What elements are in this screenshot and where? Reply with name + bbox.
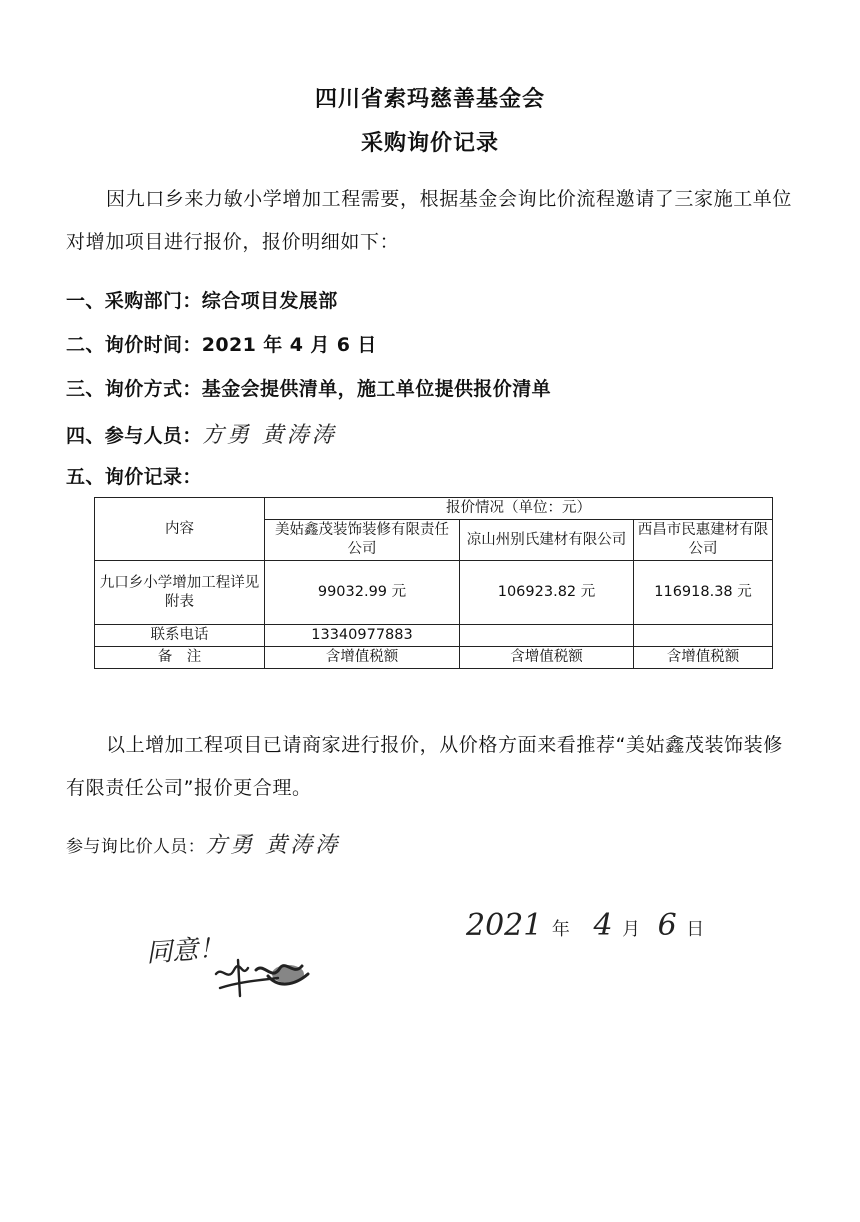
phone-value <box>460 625 634 647</box>
quote-value: 106923.82 元 <box>460 561 634 625</box>
remark-value: 含增值税额 <box>460 647 634 669</box>
date-day: 6 <box>657 908 677 943</box>
date-month-unit: 月 <box>622 919 641 940</box>
item-inquiry-method: 三、询价方式：基金会提供清单，施工单位提供报价清单 <box>66 378 552 400</box>
participants-signature: 方勇 黄涛涛 <box>205 833 341 858</box>
phone-value: 13340977883 <box>265 625 460 647</box>
document-subtitle: 采购询价记录 <box>360 131 499 156</box>
vendor-name: 西昌市民惠建材有限公司 <box>634 520 773 561</box>
approval-note: 同意！ <box>145 933 226 969</box>
participants-line <box>66 828 340 859</box>
participants-signature: 方勇 黄涛涛 <box>201 423 337 448</box>
project-label: 九口乡小学增加工程详见附表 <box>95 561 265 625</box>
content-header: 内容 <box>95 498 265 561</box>
quote-value: 116918.38 元 <box>634 561 773 625</box>
item-inquiry-record: 五、询价记录： <box>66 466 202 488</box>
participants-label: 四、参与人员： <box>66 425 202 447</box>
approver-signature-icon <box>208 952 318 1004</box>
table-header-row <box>95 498 773 520</box>
item-procurement-department: 一、采购部门：综合项目发展部 <box>66 290 338 312</box>
phone-label: 联系电话 <box>95 625 265 647</box>
conclusion-paragraph: 以上增加工程项目已请商家进行报价，从价格方面来看推荐“美姑鑫茂装饰装修有限责任公司”报价更合理。 <box>66 734 783 799</box>
participants-label: 参与询比价人员： <box>66 837 206 857</box>
date-day-unit: 日 <box>686 919 705 940</box>
item-participants <box>66 418 337 449</box>
table-row <box>95 647 773 669</box>
handwritten-date <box>466 908 704 943</box>
table-row <box>95 561 773 625</box>
remark-label: 备 注 <box>95 647 265 669</box>
phone-value <box>634 625 773 647</box>
date-year: 2021 <box>466 908 543 943</box>
quote-group-header: 报价情况（单位：元） <box>265 498 773 520</box>
intro-paragraph: 因九口乡来力敏小学增加工程需要，根据基金会询比价流程邀请了三家施工单位对增加项目进行报价，报价明细如下： <box>66 188 793 253</box>
table-row <box>95 625 773 647</box>
vendor-name: 凉山州别氏建材有限公司 <box>460 520 634 561</box>
item-inquiry-date: 二、询价时间：2021 年 4 月 6 日 <box>66 334 377 356</box>
remark-value: 含增值税额 <box>265 647 460 669</box>
remark-value: 含增值税额 <box>634 647 773 669</box>
date-month: 4 <box>593 908 613 943</box>
quote-value: 99032.99 元 <box>265 561 460 625</box>
date-year-unit: 年 <box>551 919 570 940</box>
vendor-name: 美姑鑫茂装饰装修有限责任公司 <box>265 520 460 561</box>
quote-table <box>94 497 773 669</box>
document-title: 四川省索玛慈善基金会 <box>314 87 545 112</box>
